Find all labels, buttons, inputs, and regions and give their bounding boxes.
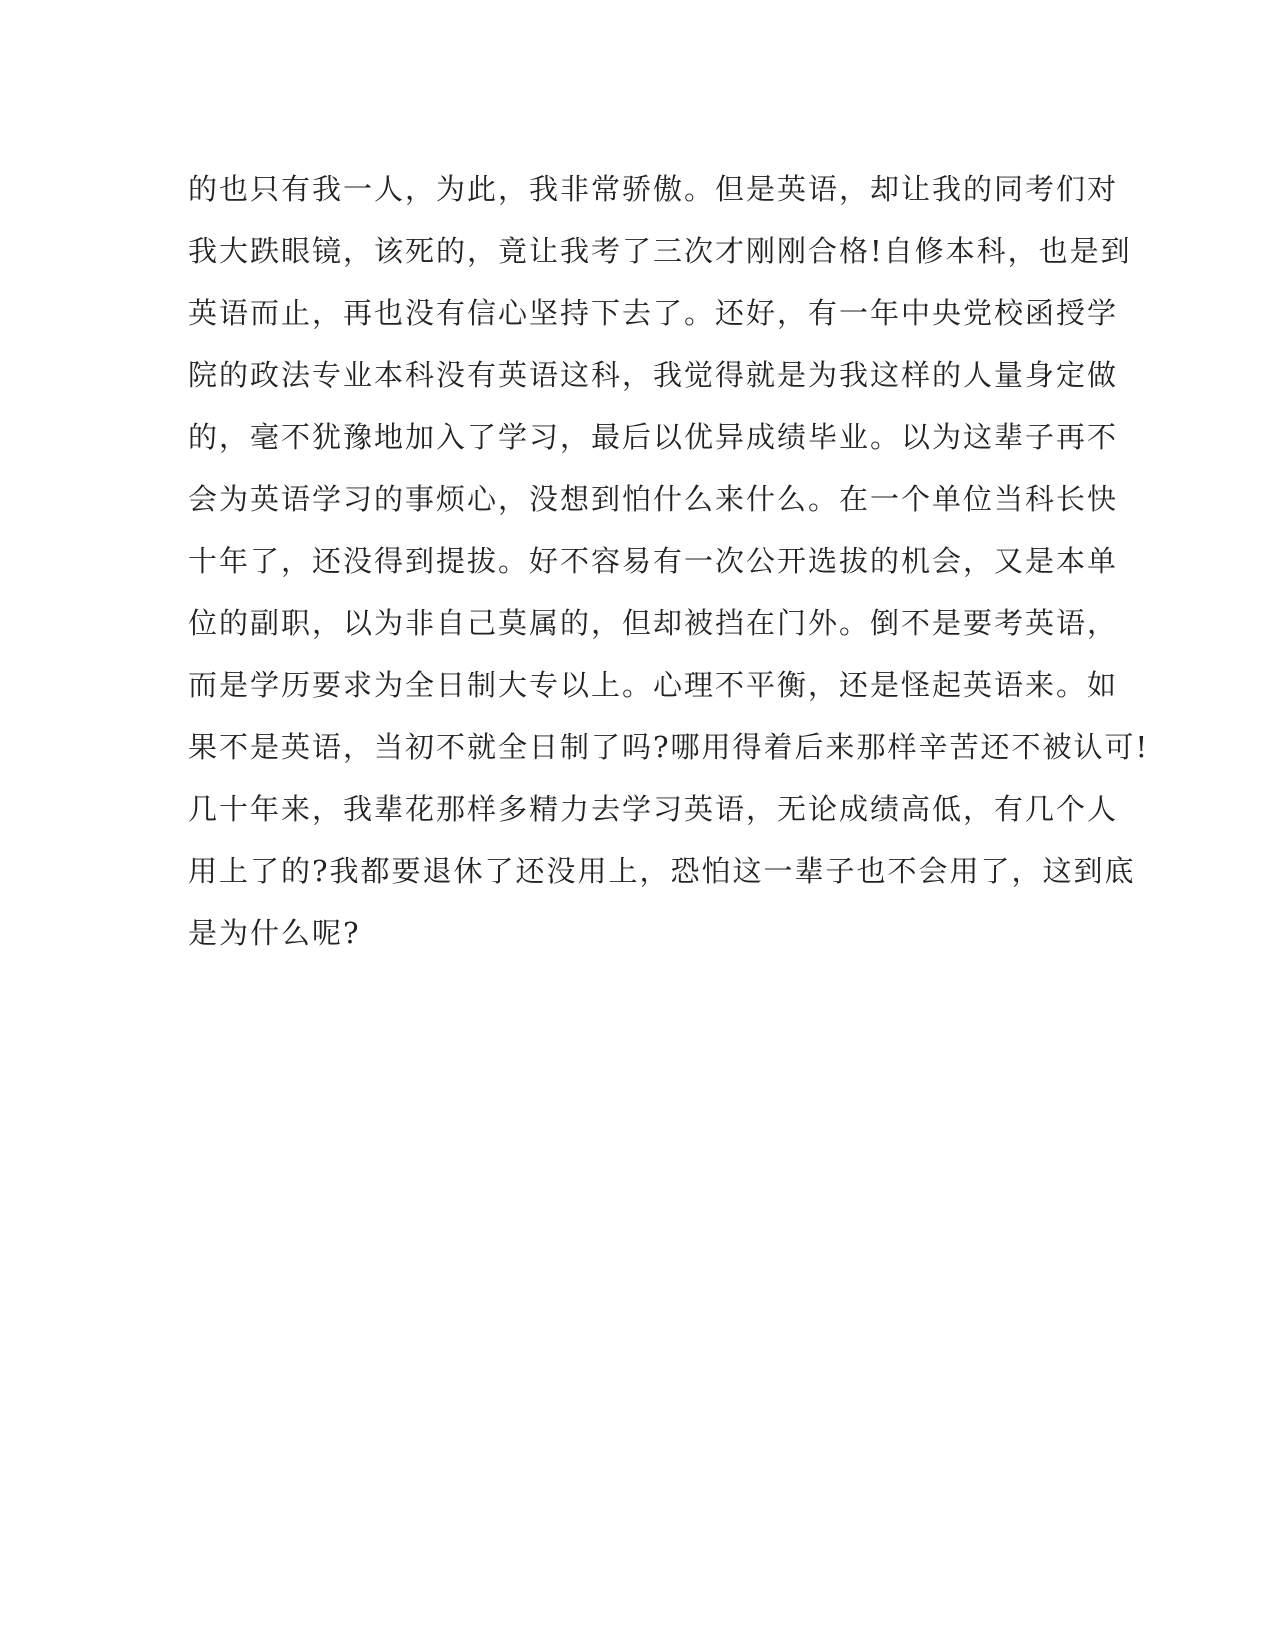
text-line-4: 院的政法专业本科没有英语这科，我觉得就是为我这样的人量身定做 <box>188 358 1119 392</box>
text-line-7: 十年了，还没得到提拔。好不容易有一次公开选拔的机会，又是本单 <box>188 544 1119 578</box>
text-line-1: 的也只有我一人，为此，我非常骄傲。但是英语，却让我的同考们对 <box>188 172 1119 206</box>
text-line-9: 而是学历要求为全日制大专以上。心理不平衡，还是怪起英语来。如 <box>188 668 1119 702</box>
text-line-3: 英语而止，再也没有信心坚持下去了。还好，有一年中央党校函授学 <box>188 296 1119 330</box>
text-line-6: 会为英语学习的事烦心，没想到怕什么来什么。在一个单位当科长快 <box>188 482 1119 516</box>
body-text <box>188 158 1150 964</box>
text-line-12: 用上了的?我都要退休了还没用上，恐怕这一辈子也不会用了，这到底 <box>188 854 1136 888</box>
text-line-8: 位的副职，以为非自己莫属的，但却被挡在门外。倒不是要考英语， <box>188 606 1119 640</box>
text-line-11: 几十年来，我辈花那样多精力去学习英语，无论成绩高低，有几个人 <box>188 792 1119 826</box>
text-line-13: 是为什么呢? <box>188 916 361 950</box>
text-line-2: 我大跌眼镜，该死的，竟让我考了三次才刚刚合格!自修本科，也是到 <box>188 234 1132 268</box>
text-line-5: 的，毫不犹豫地加入了学习，最后以优异成绩毕业。以为这辈子再不 <box>188 420 1119 454</box>
text-line-10: 果不是英语，当初不就全日制了吗?哪用得着后来那样辛苦还不被认可! <box>188 730 1150 764</box>
